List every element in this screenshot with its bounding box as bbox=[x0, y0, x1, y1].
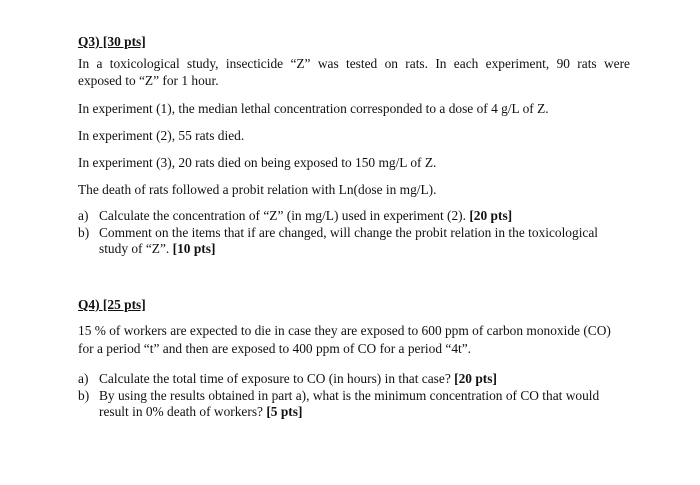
q3-item-b-row-2 bbox=[99, 241, 638, 257]
q3-intro-line-2: exposed to “Z” for 1 hour. bbox=[78, 73, 219, 88]
q3-item-a-text: Calculate the concentration of “Z” (in mg/L) used in experiment (2). bbox=[99, 208, 470, 223]
q4-item-b-points: [5 pts] bbox=[266, 404, 303, 419]
q4-intro-line-2: for a period “t” and then are exposed to 400 ppm of CO for a period “4t”. bbox=[78, 341, 472, 356]
q3-experiment-1: In experiment (1), the median lethal concentration corresponded to a dose of 4 g/L of Z. bbox=[78, 101, 549, 116]
q4-item-b-line-2: result in 0% death of workers? bbox=[99, 404, 267, 419]
q4-item-b-marker: b) bbox=[78, 388, 90, 403]
q3-item-a-marker: a) bbox=[78, 208, 89, 223]
q4-item-a-marker: a) bbox=[78, 371, 89, 386]
q4-item-b-row-2 bbox=[99, 404, 638, 420]
q4-intro-line-1: 15 % of workers are expected to die in case they are exposed to 600 ppm of carbon monoxide (CO) bbox=[78, 323, 611, 338]
q4-item-a-points: [20 pts] bbox=[454, 371, 497, 386]
q3-item-a-row bbox=[99, 208, 638, 224]
q3-item-b-marker: b) bbox=[78, 225, 90, 240]
q4-item-a-text: Calculate the total time of exposure to CO (in hours) in that case? bbox=[99, 371, 455, 386]
q4-item-b-line-1: By using the results obtained in part a), what is the minimum concentration of CO that would bbox=[99, 388, 600, 403]
q3-experiment-3: In experiment (3), 20 rats died on being exposed to 150 mg/L of Z. bbox=[78, 155, 437, 170]
q3-item-b-points: [10 pts] bbox=[172, 241, 216, 256]
q3-experiment-2: In experiment (2), 55 rats died. bbox=[78, 128, 245, 143]
q3-item-a-points: [20 pts] bbox=[469, 208, 513, 223]
q3-intro-line-1: In a toxicological study, insecticide “Z” was tested on rats. In each experiment, 90 rats were bbox=[78, 56, 630, 71]
q4-item-a-row bbox=[99, 371, 638, 387]
q3-item-b-line-1: Comment on the items that if are changed, will change the probit relation in the toxicological bbox=[99, 225, 599, 240]
q3-probit-statement: The death of rats followed a probit relation with Ln(dose in mg/L). bbox=[78, 182, 437, 197]
q4-heading: Q4) [25 pts] bbox=[78, 297, 146, 312]
q3-heading: Q3) [30 pts] bbox=[78, 34, 146, 49]
q3-item-b-line-2: study of “Z”. bbox=[99, 241, 173, 256]
